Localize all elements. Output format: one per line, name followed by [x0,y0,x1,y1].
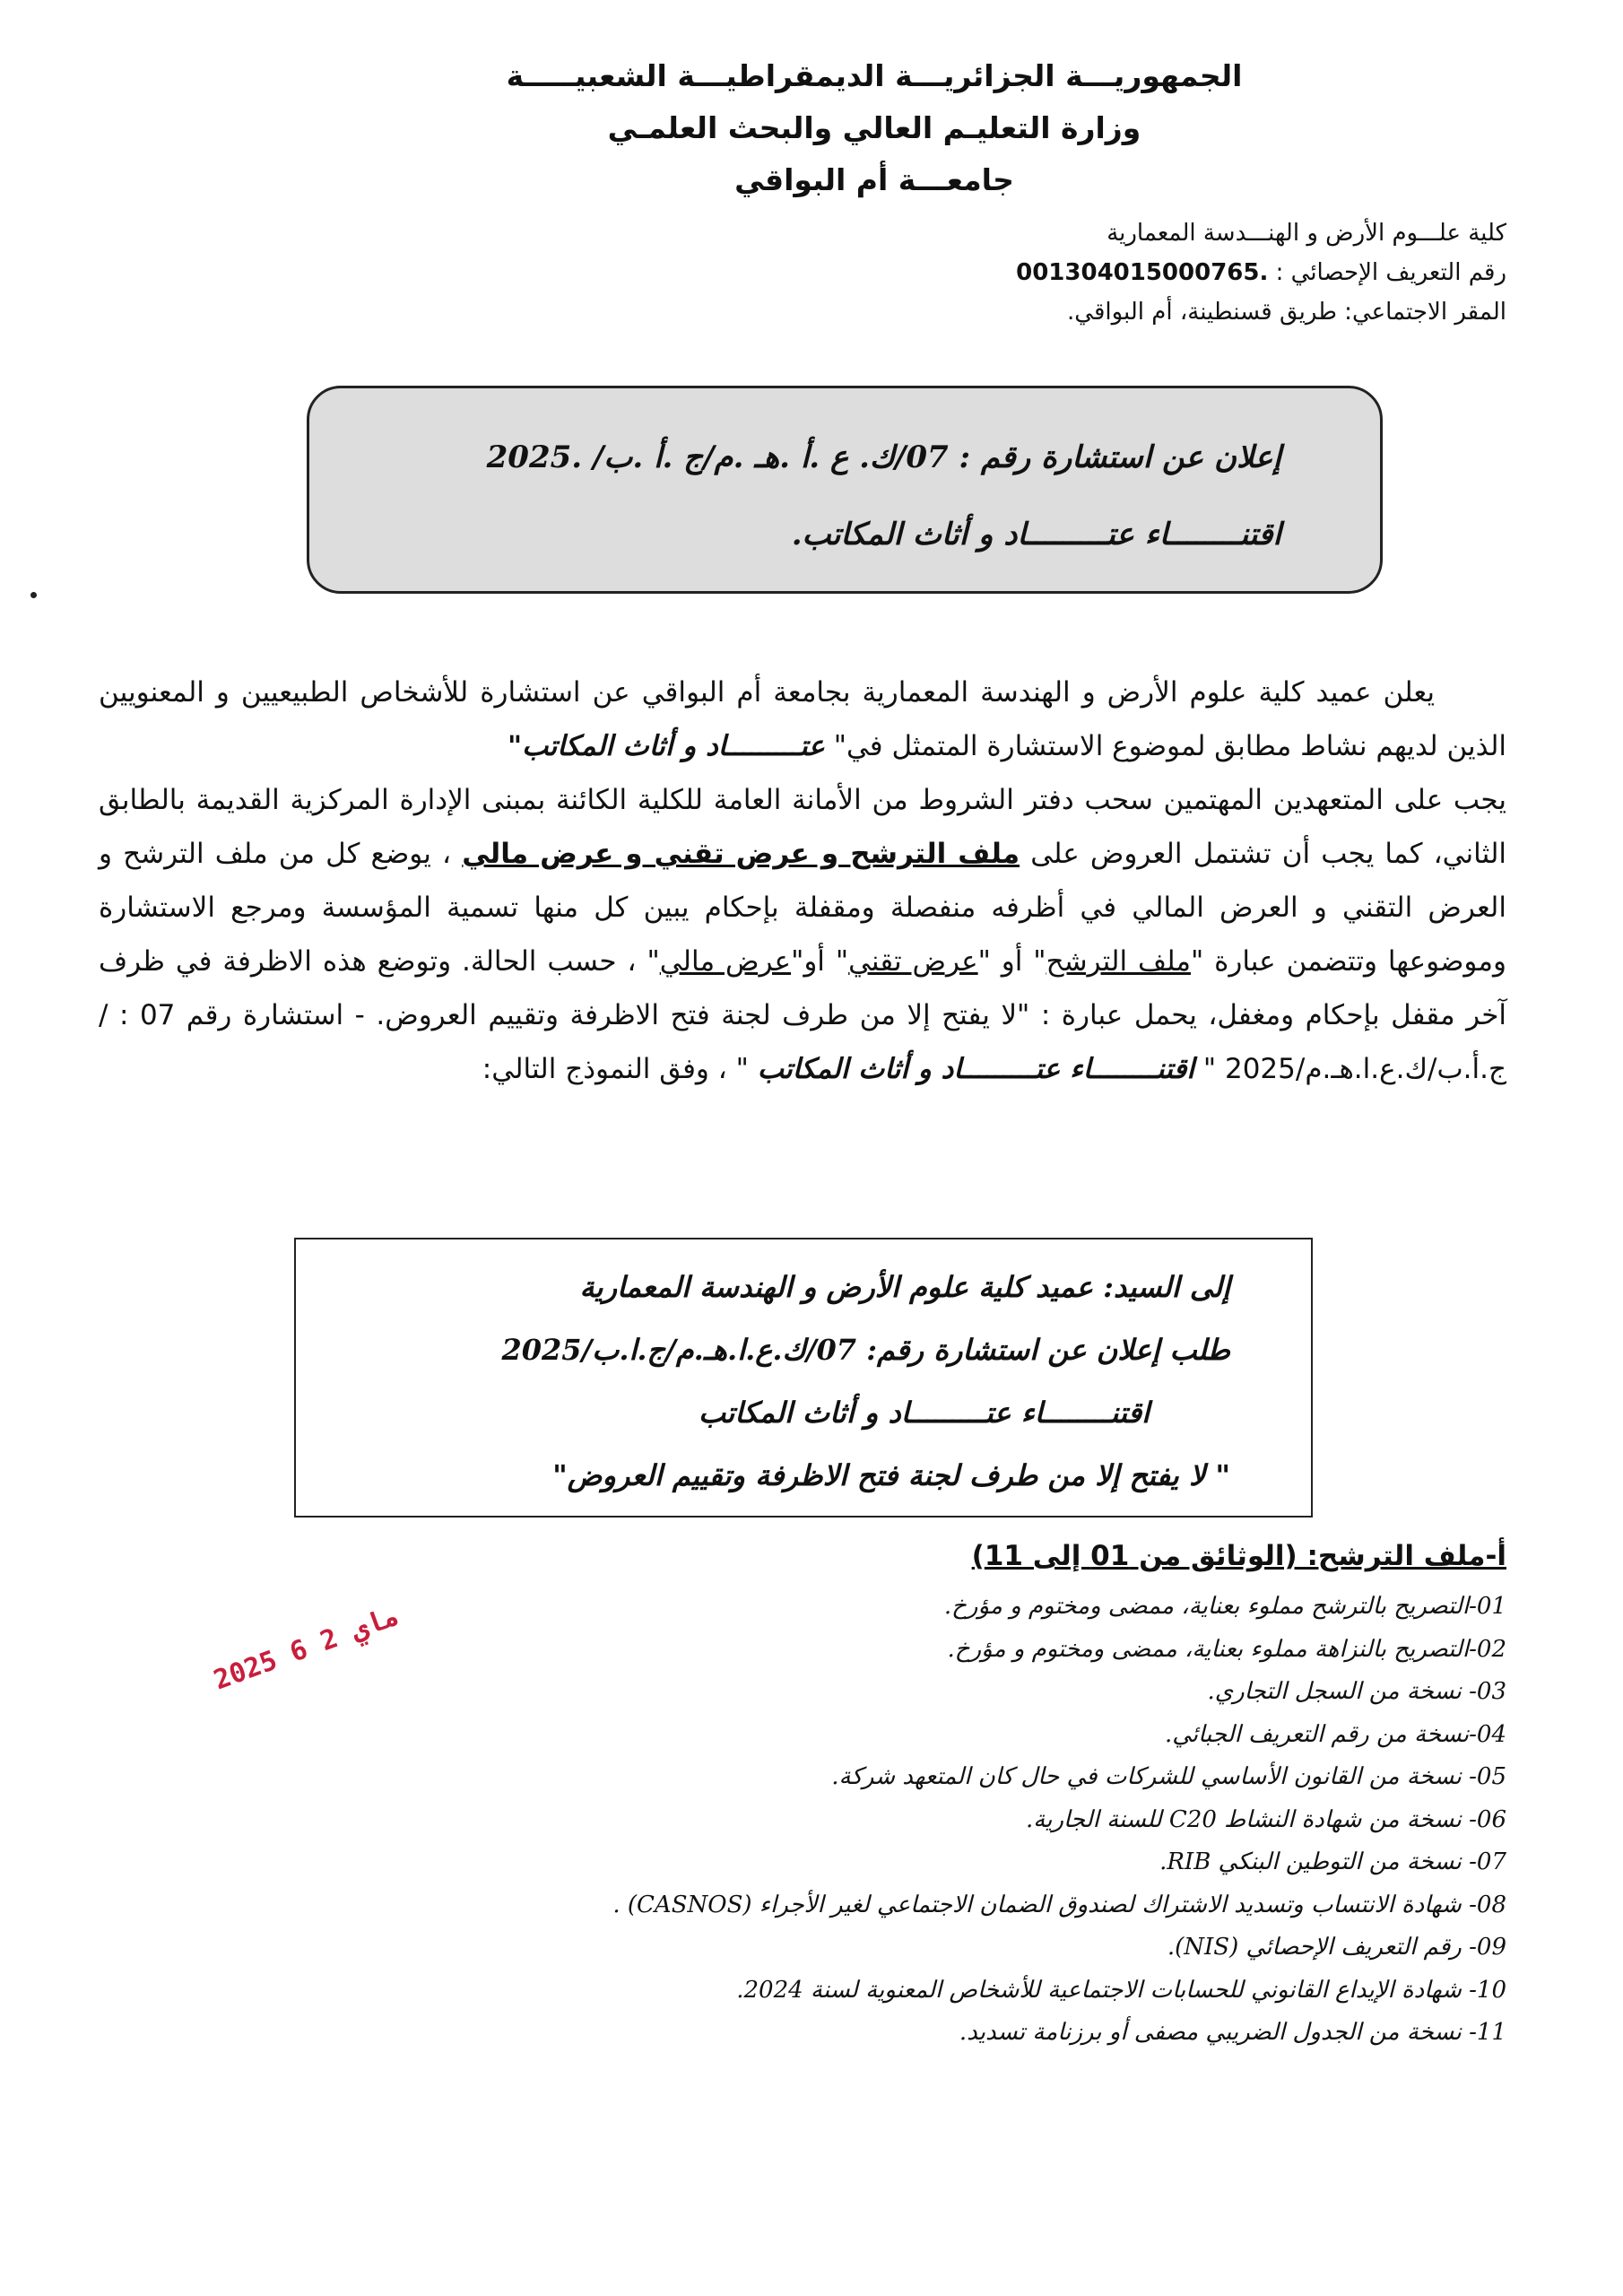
list-item: 03- نسخة من السجل التجاري. [1207,1678,1506,1705]
faculty-address: المقر الاجتماعي: طريق قسنطينة، أم البواقي. [1067,299,1506,326]
p1-text: يعلن عميد كلية علوم الأرض و الهندسة المعمارية بجامعة أم البواقي عن استشارة للأشخاص الطبيعيين و المعنويين الذين لديهم نشاط مطابق لموضوع الاستشارة المتمثل في" [99,676,1506,762]
list-item: 06- نسخة من شهادة النشاط C20 للسنة الجارية. [1026,1805,1506,1833]
p2-required-docs: ملف الترشح و عرض تقني و عرض مالي [462,838,1020,870]
announcement-subject: اقتنــــــــاء عتـــــــــاد و أثاث المكاتب. [791,517,1281,552]
list-item: 09- رقم التعريف الإحصائي (NIS). [1167,1934,1506,1961]
list-item: 04-نسخة من رقم التعريف الجبائي. [1165,1720,1506,1748]
p2-text-g: " أو" [791,945,849,978]
docs-section-title: أ-ملف الترشح: (الوثائق من 01 إلى 11) [971,1540,1506,1572]
p2-text-k: " ، وفق النموذج التالي: [482,1053,749,1085]
list-item: 07- نسخة من التوطين البنكي RIB. [1159,1848,1506,1875]
p2-text-i: " ، حسب الحالة. وتوضع هذه الاظرفة في ظرف آخر مقفل بإحكام ومغفل، يحمل عبارة : "لا يفتح إلا من طرف لجنة فتح الاظرفة وتقييم العروض. - استشارة رقم 07 : /ج.أ.ب/ك.ع.ا.هـ.م/2025 " [99,945,1506,1085]
model-reference: طلب إعلان عن استشارة رقم: 07/ك.ع.ا.هـ.م/ج.ا.ب/2025 [501,1333,1230,1367]
list-item: 10- شهادة الإيداع القانوني للحسابات الاجتماعية للأشخاص المعنوية لسنة 2024. [736,1976,1506,2004]
body-paragraph-1 [99,665,1506,773]
envelope-model-box [294,1238,1313,1518]
stat-id-value: 001304015000765. [1016,259,1269,286]
announcement-box [307,386,1383,594]
model-warning: " لا يفتح إلا من طرف لجنة فتح الاظرفة وتقييم العروض" [552,1458,1230,1492]
p2-file-label: ملف الترشح [1046,945,1191,978]
model-subject: اقتنــــــــاء عتـــــــــاد و أثاث المكاتب [699,1396,1150,1430]
ministry-name: وزارة التعليـم العالي والبحث العلمـي [607,110,1141,145]
announcement-body [99,665,1506,1096]
list-item: 11- نسخة من الجدول الضريبي مصفى أو برزنامة تسديد. [959,2019,1506,2046]
letterhead [0,50,1623,206]
p2-text-c: ، يوضع كل من ملف الترشح و العرض التقني و العرض المالي في أظرفه منفصلة ومقفلة بإحكام يبين كل منها تسمية المؤسسة ومرجع الاستشارة وموضوعها وتتضمن عبارة " [99,838,1507,978]
list-item: 01-التصريح بالترشح مملوء بعناية، ممضى ومختوم و مؤرخ. [943,1593,1506,1620]
announcement-title: إعلان عن استشارة رقم : 07/ك. ع .أ .هـ .م/ج .أ .ب/ .2025 [486,439,1281,475]
date-stamp: 2025 ماي 2 6 [209,1600,404,1697]
scan-speck [30,592,37,598]
docs-list [341,1586,1506,2055]
republic-name: الجمهوريـــة الجزائريـــة الديمقراطيـــة الشعبيـــــة [506,58,1243,93]
p2-text-a: يجب على المتعهدين المهتمين سحب دفتر الشروط من الأمانة العامة للكلية الكائنة بمبنى الإدارة المركزية القديمة بالطابق الثاني، كما يجب أن تشتمل العروض على [99,784,1507,870]
p2-text-e: " أو " [977,945,1046,978]
faculty-info [699,213,1506,332]
faculty-name: كلية علـــوم الأرض و الهنـــدسة المعمارية [1107,220,1506,247]
list-item: 08- شهادة الانتساب وتسديد الاشتراك لصندوق الضمان الاجتماعي لغير الأجراء (CASNOS) . [612,1891,1506,1918]
model-recipient: إلى السيد: عميد كلية علوم الأرض و الهندسة المعمارية [579,1270,1230,1304]
p2-tech-label: عرض تقني [848,945,978,978]
university-name: جامعـــة أم البواقي [734,162,1014,197]
stat-id-label: رقم التعريف الإحصائي : [1275,259,1506,286]
p2-subject: اقتنــــــــاء عتـــــــــاد و أثاث المكاتب [757,1053,1194,1085]
list-item: 05- نسخة من القانون الأساسي للشركات في حال كان المتعهد شركة. [831,1763,1506,1790]
stat-id-line [699,253,1506,292]
p1-subject: عتـــــــــاد و أثاث المكاتب" [508,730,825,762]
list-item: 02-التصريح بالنزاهة مملوء بعناية، ممضى ومختوم و مؤرخ. [947,1635,1506,1663]
p2-fin-label: عرض مالي [659,945,792,978]
body-paragraph-2 [99,773,1506,1096]
